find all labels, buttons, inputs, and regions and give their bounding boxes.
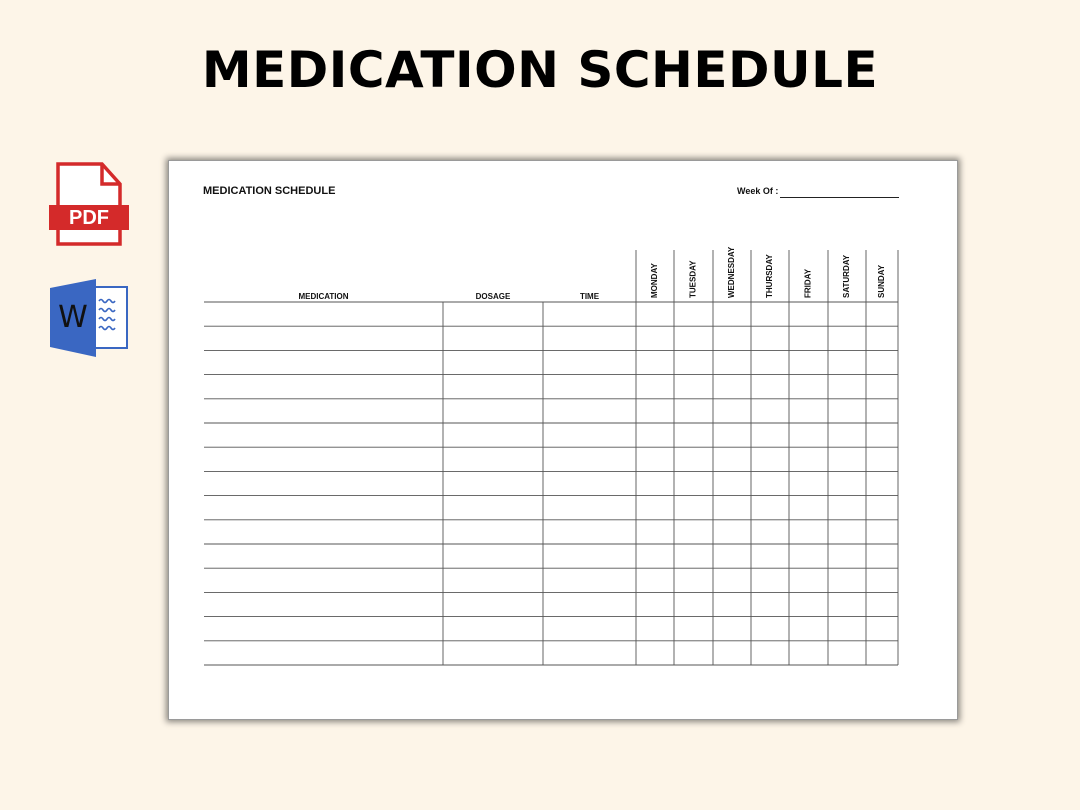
column-header-tuesday: TUESDAY — [688, 260, 698, 298]
column-header-dosage: DOSAGE — [475, 292, 511, 301]
week-of-label: Week Of : — [737, 186, 779, 196]
column-header-medication: MEDICATION — [298, 292, 349, 301]
column-header-thursday: THURSDAY — [765, 254, 775, 298]
pdf-file-icon[interactable] — [49, 162, 129, 246]
word-letter: W — [58, 300, 88, 335]
column-header-wednesday: WEDNESDAY — [727, 246, 737, 298]
column-header-monday: MONDAY — [650, 263, 660, 298]
pdf-label: PDF — [69, 207, 109, 229]
page-title: MEDICATION SCHEDULE — [201, 41, 879, 99]
column-header-saturday: SATURDAY — [842, 254, 852, 298]
column-header-friday: FRIDAY — [803, 268, 813, 298]
sheet-title: MEDICATION SCHEDULE — [203, 185, 336, 197]
column-header-sunday: SUNDAY — [877, 264, 887, 298]
column-header-time: TIME — [579, 292, 600, 301]
schedule-sheet — [168, 160, 958, 720]
word-document-icon[interactable] — [49, 279, 129, 357]
schedule-table — [169, 161, 957, 719]
